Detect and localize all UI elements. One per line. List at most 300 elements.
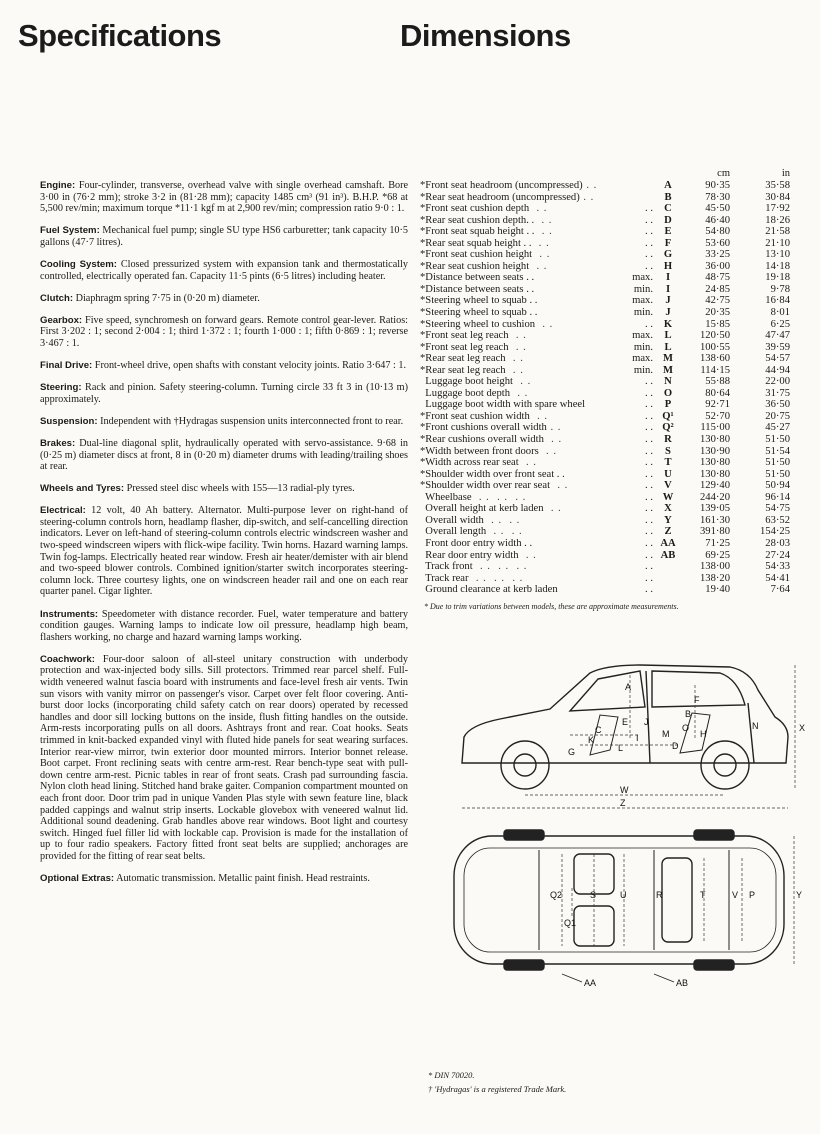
dimension-label-text: *Front seat cushion depth xyxy=(420,203,530,215)
dimension-leader: . . xyxy=(529,203,548,215)
dimension-qualifier: . . xyxy=(645,260,653,272)
dimension-qualifier: . . xyxy=(645,480,653,492)
dimension-label xyxy=(420,561,623,573)
dimension-code: L xyxy=(664,341,672,353)
dimension-cm: 120·50 xyxy=(699,330,730,342)
dimension-row xyxy=(420,584,790,596)
dimension-label xyxy=(420,526,623,538)
spec-item xyxy=(40,873,408,885)
dimension-leader: . . xyxy=(529,260,548,272)
dimension-cm: 244·20 xyxy=(699,491,730,503)
dimension-cm: 114·15 xyxy=(700,364,730,376)
spec-text: Front-wheel drive, open shafts with constant velocity joints. Ratio 3·647 : 1. xyxy=(92,360,407,372)
dimension-label xyxy=(420,365,623,377)
dimension-leader: . . . . . . xyxy=(472,561,528,573)
dimension-label-text: *Distance between seats . . xyxy=(420,283,535,295)
dimension-code: J xyxy=(665,295,671,307)
dimension-cm: 46·40 xyxy=(705,214,730,226)
dimension-in: 54·33 xyxy=(765,561,790,573)
dimension-label xyxy=(420,330,623,342)
dimension-row xyxy=(420,446,790,458)
dimension-label-text: Wheelbase xyxy=(420,491,472,503)
dimension-leader: . . xyxy=(534,226,553,238)
dimension-row xyxy=(420,238,790,250)
front-wheel xyxy=(501,741,549,789)
dimension-code: H xyxy=(663,260,673,272)
dimension-code: A xyxy=(664,180,672,191)
dimension-in: 20·75 xyxy=(765,410,790,422)
dimension-qualifier: . . xyxy=(645,445,653,457)
dimension-label xyxy=(420,238,623,250)
dimension-in: 50·94 xyxy=(765,480,790,492)
dimension-row xyxy=(420,215,790,227)
dimension-in: 18·26 xyxy=(765,214,790,226)
specifications-list xyxy=(40,180,408,895)
spec-text: Dual-line diagonal split, hydraulically operated with servo-assistance. 9·68 in (0·25 m) diameter discs at front, 8 in (0·20 m) diameter drums with leading/trailing shoes at rear. xyxy=(40,437,408,473)
dimension-label-text: *Rear cushions overall width xyxy=(420,434,544,446)
dimension-in: 13·10 xyxy=(765,249,790,261)
dimension-leader: . . xyxy=(531,237,550,249)
label-X: X xyxy=(799,723,806,733)
rear-wheel xyxy=(701,741,749,789)
label-F: F xyxy=(694,695,700,705)
label-Y: Y xyxy=(796,890,803,900)
label-I: I xyxy=(636,733,639,743)
dimension-in: 9·78 xyxy=(770,283,790,295)
dimension-row xyxy=(420,249,790,261)
dimension-qualifier: . . xyxy=(645,572,653,584)
dimension-code xyxy=(653,561,683,573)
dimension-in: 21·10 xyxy=(765,237,790,249)
dimension-label xyxy=(420,399,623,411)
dimension-label-text: Front door entry width . . xyxy=(420,537,533,549)
dimension-label xyxy=(420,342,623,354)
dimension-qualifier: . . xyxy=(645,237,653,249)
dimension-qualifier: . . xyxy=(645,203,653,215)
label-J: J xyxy=(644,717,649,727)
dimension-cm: 161·30 xyxy=(699,514,730,526)
dimension-label-text: *Rear seat leg reach xyxy=(420,353,506,365)
dimension-qualifier: . . xyxy=(645,422,653,434)
dimension-in: 51·50 xyxy=(765,468,790,480)
dimension-leader: . . xyxy=(512,376,532,388)
spec-label: Suspension: xyxy=(40,415,98,427)
dimension-label-text: *Front seat cushion width xyxy=(420,410,530,422)
dimension-qualifier: . . xyxy=(645,249,653,261)
dimension-in: 19·18 xyxy=(765,272,790,284)
dimension-qualifier: . . xyxy=(645,457,653,469)
spec-text: Four-cylinder, transverse, overhead valve with single overhead camshaft. Bore 3·00 in (76·2 mm); stroke 3·2 in (81·28 mm); capacity 1485 cm³ (91 in³). B.H.P. *68 at 5,500 rev/min; maximum torque *11·1 kgf m at 2,900 rev/min; compression ratio 9·0 : 1. xyxy=(40,180,408,215)
dimension-row xyxy=(420,422,790,434)
dimension-leader: . . xyxy=(505,353,524,365)
dimension-in: 51·54 xyxy=(765,445,790,457)
dimension-row xyxy=(420,226,790,238)
spec-item xyxy=(40,609,408,644)
dimension-label-text: *Rear seat headroom (uncompressed) xyxy=(420,191,580,203)
footnote-hydragas: † 'Hydragas' is a registered Trade Mark. xyxy=(428,1084,567,1094)
dimension-label-text: *Steering wheel to squab . . xyxy=(420,307,538,319)
dimension-leader: . . xyxy=(579,191,595,203)
label-G: G xyxy=(568,747,576,757)
dimension-label xyxy=(420,480,623,492)
dimension-row xyxy=(420,203,790,215)
dimension-label xyxy=(420,295,623,307)
dimension-row xyxy=(420,469,790,481)
dimension-label xyxy=(420,573,623,585)
dimension-cm: 36·00 xyxy=(705,260,730,272)
dimension-code: J xyxy=(665,307,671,319)
dimension-qualifier: . . xyxy=(645,491,653,503)
dimension-code: B xyxy=(664,191,672,203)
dimension-qualifier: min. xyxy=(633,364,653,376)
dimension-row xyxy=(420,480,790,492)
dimension-code: V xyxy=(664,480,672,492)
dimension-qualifier: min. xyxy=(633,341,653,353)
dimension-code: D xyxy=(664,214,672,226)
unit-cm: cm xyxy=(717,168,730,179)
dimension-code: I xyxy=(665,283,671,295)
label-Q1: Q1 xyxy=(564,918,577,928)
dimension-cm: 48·75 xyxy=(705,272,730,284)
spec-text: Four-door saloon of all-steel unitary construction with underbody protection and wax-injected body sills. Sill protectors. Trimmed rear parcel shelf. Full-width veneered walnut fascia board with instruments and face-level fresh air vents. Twin sun visors with vanity mirror on passenger's visor. Carpet over felt floor covering. Anti-burst door locks (incorporating child safety catch on rear doors) operated by recessed handles and door sill locking buttons on the inside, flush fitting handles on the outside. Arm-rests incorporating pulls on all doors. Ashtrays front and rear. Coat hooks. Seats trimmed in knit-backed expanded vinyl with fluted hide panels for seat wearing surfaces. Interior rear-view mirror, twin exterior door mounted mirrors. Interior bonnet release. Boot carpet. Front reclining seats with centre arm-rest. Rear bench-type seat with pull-down centre arm-rest. Picnic tables in rear of front seats. Crash pad surrounding fascia. Nylon cloth head lining. Stitched hand brake gaiter. Companion compartment mounted on each front door. Door trim pad in unique Vanden Plas style with sewn feature line, black padded cappings and walnut strip inserts. Lockable glovebox with veneered walnut lid. Additional sound deadening. Grab handles above rear windows. Boot light and courtesy switch. Hinged fuel filler lid with lockable cap. Provision is made for the installation of up to four radio speakers. Factory fitted front seat belts are supplied; anchorages are provided for the fitting of rear seat belts. xyxy=(40,653,408,862)
dimension-in: 21·58 xyxy=(765,226,790,238)
dimension-label xyxy=(420,376,623,388)
dimension-code: K xyxy=(663,318,673,330)
dimension-label xyxy=(420,538,623,550)
dimension-label xyxy=(420,457,623,469)
label-A: A xyxy=(625,682,632,692)
spec-item xyxy=(40,505,408,598)
dimension-row xyxy=(420,272,790,284)
spec-text: Five speed, synchromesh on forward gears. Remote control gear-lever. Ratios: First 3·202 : 1; second 2·004 : 1; third 1·372 : 1; fourth 1·000 : 1; fifth 0·869 : 1; reverse 3·467 : 1. xyxy=(40,314,408,349)
dimension-cm: 100·55 xyxy=(699,341,730,353)
label-U: U xyxy=(620,890,627,900)
label-B: B xyxy=(685,709,692,719)
label-R: R xyxy=(656,890,663,900)
dimension-cm: 45·50 xyxy=(705,203,730,215)
dimension-code: P xyxy=(664,399,672,411)
dimension-label xyxy=(420,388,623,400)
dimension-in: 44·94 xyxy=(765,364,790,376)
spec-text: Speedometer with distance recorder. Fuel, water temperature and battery condition gauges. Warning lamps to indicate low oil pressure, headlamp high beam, flashers working, no charge and hazard warning lamps working. xyxy=(40,608,408,643)
dimension-cm: 71·25 xyxy=(705,537,730,549)
dimension-row xyxy=(420,573,790,585)
dimension-row xyxy=(420,284,790,296)
dimension-in: 54·57 xyxy=(765,353,790,365)
spec-label: Steering: xyxy=(40,382,82,394)
spec-item xyxy=(40,382,408,405)
dimension-leader: . . xyxy=(505,364,524,376)
label-Z: Z xyxy=(620,798,626,808)
spec-label: Cooling System: xyxy=(40,258,117,270)
spec-label: Engine: xyxy=(40,180,76,191)
dimension-in: 39·59 xyxy=(765,341,790,353)
label-N: N xyxy=(752,721,759,731)
spec-item xyxy=(40,225,408,248)
dimension-code: X xyxy=(664,503,672,515)
car-top-outline xyxy=(454,836,784,964)
dimension-qualifier: . . xyxy=(645,226,653,238)
dimension-label xyxy=(420,226,623,238)
spec-item xyxy=(40,360,408,372)
dimension-cm: 20·35 xyxy=(705,307,730,319)
dimension-leader: . . xyxy=(534,214,553,226)
dimension-label-text: *Rear seat squab height . . xyxy=(420,237,532,249)
dimension-label-text: *Width across rear seat xyxy=(420,457,519,469)
spec-item xyxy=(40,315,408,350)
dimension-qualifier xyxy=(623,180,653,192)
spec-text: Automatic transmission. Metallic paint finish. Head restraints. xyxy=(114,873,370,884)
label-Q2: Q2 xyxy=(550,890,563,900)
dimension-label xyxy=(420,272,623,284)
dimension-in: 8·01 xyxy=(770,307,790,319)
dimension-label-text: *Rear seat cushion depth. . xyxy=(420,214,535,226)
label-T: T xyxy=(700,890,706,900)
specifications-heading: Specifications xyxy=(18,18,222,53)
dimension-leader: . . xyxy=(543,503,562,515)
dimension-in: 22·00 xyxy=(765,376,790,388)
dimension-code: G xyxy=(663,249,673,261)
dimension-label xyxy=(420,584,623,596)
spec-item xyxy=(40,293,408,305)
dimension-label xyxy=(420,503,623,515)
dimension-row xyxy=(420,492,790,504)
dimension-code xyxy=(653,584,683,596)
label-P: P xyxy=(749,890,756,900)
dimension-label xyxy=(420,203,623,215)
dimension-leader: . . xyxy=(508,330,527,342)
dimension-code: C xyxy=(664,203,672,215)
dimension-cm: 130·90 xyxy=(699,445,730,457)
dimension-label xyxy=(420,215,623,227)
dimension-in: 36·50 xyxy=(765,399,790,411)
dimension-row xyxy=(420,261,790,273)
dimension-code: R xyxy=(664,434,672,446)
dimension-label xyxy=(420,307,623,319)
dimension-leader: . . xyxy=(546,422,562,434)
footnote-din: * DIN 70020. xyxy=(428,1070,475,1080)
dimension-cm: 138·00 xyxy=(699,561,730,573)
dimension-qualifier: . . xyxy=(645,410,653,422)
dimension-row xyxy=(420,526,790,538)
dimension-leader: . . xyxy=(550,480,569,492)
spec-label: Clutch: xyxy=(40,292,74,304)
dimension-code: Q¹ xyxy=(662,410,674,422)
dimension-code: W xyxy=(662,491,674,503)
spec-text: 12 volt, 40 Ah battery. Alternator. Multi-purpose lever on right-hand of steering-column controls horn, headlamp flasher, dip-switch, and self-cancelling direction indicators. Lever on left-hand of steering-column controls electric windscreen washer and two-speed windscreen wipers with flick-wipe facility. Twin horns. Hazard warning lamps. Twin fog-lamps. Electrically heated rear window. Fresh air heater/demister with air blend and two-speed blower controls. Combined ignition/starter switch incorporates steering-column lock. Three courtesy lights, one on windscreen header rail and one on each rear quarter panel. Cigar lighter. xyxy=(40,505,408,598)
dimension-cm: 90·35 xyxy=(705,180,730,191)
dimension-cm: 391·80 xyxy=(699,526,730,538)
dimension-code: I xyxy=(665,272,671,284)
dimension-in: 7·64 xyxy=(770,584,790,596)
spec-text: Rack and pinion. Safety steering-column. Turning circle 33 ft 3 in (10·13 m) approximately. xyxy=(40,382,408,405)
dimension-leader: . . . . . . xyxy=(468,572,524,584)
dimension-in: 51·50 xyxy=(765,457,790,469)
dimensions-note: * Due to trim variations between models, these are approximate measurements. xyxy=(424,602,679,611)
dimension-label xyxy=(420,192,623,204)
dimension-qualifier: . . xyxy=(645,537,653,549)
dimension-code: AA xyxy=(660,537,676,549)
dimension-qualifier: min. xyxy=(633,283,653,295)
dimension-label-text: Overall length xyxy=(420,526,487,538)
spec-item xyxy=(40,259,408,282)
dimension-in: 27·24 xyxy=(765,549,790,561)
label-K: K xyxy=(588,735,595,745)
spec-item xyxy=(40,416,408,428)
dimension-label xyxy=(420,319,623,331)
spec-item xyxy=(40,438,408,473)
dimension-row xyxy=(420,515,790,527)
dimension-label-text: Track rear xyxy=(420,572,469,584)
dimension-code: S xyxy=(665,445,671,457)
dimension-cm: 52·70 xyxy=(705,410,730,422)
dimension-label-text: *Rear seat leg reach xyxy=(420,364,506,376)
label-S: S xyxy=(590,890,597,900)
dimension-leader: . . . . . . xyxy=(471,491,527,503)
spec-label: Final Drive: xyxy=(40,360,93,372)
dimension-in: 47·47 xyxy=(765,330,790,342)
dimension-label-text: *Rear seat cushion height xyxy=(420,260,530,272)
dimension-cm: 78·30 xyxy=(705,191,730,203)
dimension-label xyxy=(420,284,623,296)
dimension-row xyxy=(420,180,790,192)
dimension-leader: . . xyxy=(535,318,554,330)
dimension-row xyxy=(420,342,790,354)
label-M: M xyxy=(662,729,670,739)
spec-text: Independent with †Hydragas suspension units interconnected front to rear. xyxy=(97,415,404,427)
dimension-code: Y xyxy=(664,514,672,526)
dimension-cm: 138·60 xyxy=(699,353,730,365)
dimension-qualifier: . . xyxy=(645,561,653,573)
spec-text: Mechanical fuel pump; single SU type HS6 carburetter; tank capacity 10·5 gallons (47·7 litres). xyxy=(40,225,408,248)
dimension-code: AB xyxy=(660,549,676,561)
dimension-label xyxy=(420,550,623,562)
dimension-row xyxy=(420,411,790,423)
spec-item xyxy=(40,180,408,215)
dimension-cm: 42·75 xyxy=(705,295,730,307)
dimension-label xyxy=(420,353,623,365)
dimension-cm: 24·85 xyxy=(705,283,730,295)
dimension-in: 17·92 xyxy=(765,203,790,215)
dimension-label-text: *Front seat squab height . . xyxy=(420,226,535,238)
dimension-leader: . . xyxy=(538,445,557,457)
dimension-in: 16·84 xyxy=(765,295,790,307)
dimension-cm: 19·40 xyxy=(705,584,730,596)
dimension-label xyxy=(420,515,623,527)
dimension-leader: . . xyxy=(518,457,537,469)
spec-label: Wheels and Tyres: xyxy=(40,483,125,495)
dimension-in: 31·75 xyxy=(765,387,790,399)
dimension-label-text: Overall height at kerb laden xyxy=(420,503,544,515)
dimension-row xyxy=(420,192,790,204)
dimension-row xyxy=(420,457,790,469)
dimension-leader: . . xyxy=(518,549,537,561)
dimension-qualifier: . . xyxy=(645,468,653,480)
dimension-cm: 138·20 xyxy=(699,572,730,584)
dimension-label xyxy=(420,446,623,458)
dimension-cm: 53·60 xyxy=(705,237,730,249)
dimension-code: N xyxy=(664,376,672,388)
dimension-qualifier: . . xyxy=(645,514,653,526)
dimension-code: Q² xyxy=(662,422,674,434)
dimension-code xyxy=(653,573,683,585)
dimension-label xyxy=(420,492,623,504)
footnotes xyxy=(428,1068,566,1096)
dimension-qualifier: max. xyxy=(632,330,653,342)
dimension-row xyxy=(420,295,790,307)
dimension-cm: 33·25 xyxy=(705,249,730,261)
dimension-cm: 80·64 xyxy=(705,387,730,399)
dimension-label-text: *Front seat leg reach xyxy=(420,341,509,353)
spec-label: Gearbox: xyxy=(40,314,83,326)
spec-text: Diaphragm spring 7·75 in (0·20 m) diameter. xyxy=(73,292,260,304)
dimension-label-text: *Front seat cushion height xyxy=(420,249,533,261)
dimension-row xyxy=(420,550,790,562)
dimension-code: M xyxy=(663,353,673,365)
dimension-leader: . . . . xyxy=(486,526,523,538)
dimension-qualifier: . . xyxy=(645,434,653,446)
dimension-qualifier: . . xyxy=(645,214,653,226)
dimension-label xyxy=(420,249,623,261)
dimension-code: O xyxy=(663,387,673,399)
dimension-code: L xyxy=(664,330,672,342)
dimension-label xyxy=(420,411,623,423)
dimension-qualifier: . . xyxy=(645,584,653,596)
dimension-qualifier: . . xyxy=(645,399,653,411)
dimension-label-text: *Front seat leg reach xyxy=(420,330,509,342)
car-top-view-diagram xyxy=(444,828,804,998)
dimension-leader: . . xyxy=(508,341,527,353)
spec-text: Closed pressurized system with expansion tank and thermostatically controlled, electrically operated fan. Capacity 11·5 pints (6·5 litres) including heater. xyxy=(40,258,408,282)
dimensions-unit-header xyxy=(420,168,790,180)
dimension-qualifier: max. xyxy=(632,272,653,284)
dimension-leader: . . xyxy=(543,434,563,446)
dimension-cm: 15·85 xyxy=(705,318,730,330)
dimension-qualifier: max. xyxy=(632,353,653,365)
dimension-qualifier: . . xyxy=(645,503,653,515)
dimension-qualifier: . . xyxy=(645,318,653,330)
dimension-in: 30·84 xyxy=(765,191,790,203)
dimension-label-text: Track front xyxy=(420,561,473,573)
dimension-qualifier: . . xyxy=(645,526,653,538)
spec-label: Optional Extras: xyxy=(40,873,115,884)
spec-item xyxy=(40,483,408,495)
dimension-cm: 55·88 xyxy=(705,376,730,388)
dimension-in: 96·14 xyxy=(765,491,790,503)
dimension-code: F xyxy=(664,237,672,249)
dimension-cm: 69·25 xyxy=(705,549,730,561)
dimension-qualifier: . . xyxy=(645,549,653,561)
dimension-in: 54·75 xyxy=(765,503,790,515)
dimension-cm: 139·05 xyxy=(699,503,730,515)
dimension-cm: 92·71 xyxy=(705,399,730,411)
dimension-in: 14·18 xyxy=(765,260,790,272)
dimension-in: 154·25 xyxy=(759,526,790,538)
label-O: O xyxy=(682,723,690,733)
spec-label: Instruments: xyxy=(40,608,99,620)
dimension-label-text: Rear door entry width xyxy=(420,549,519,561)
dimension-code: T xyxy=(664,457,672,469)
dimension-cm: 130·80 xyxy=(699,468,730,480)
dimension-label xyxy=(420,180,623,192)
dimension-cm: 115·00 xyxy=(700,422,730,434)
dimension-label-text: *Front seat headroom (uncompressed) xyxy=(420,180,583,191)
dimension-row xyxy=(420,365,790,377)
dimension-leader: . . xyxy=(582,180,598,191)
dimension-cm: 54·80 xyxy=(705,226,730,238)
dimension-in: 35·58 xyxy=(765,180,790,191)
dimension-in: 45·27 xyxy=(765,422,790,434)
